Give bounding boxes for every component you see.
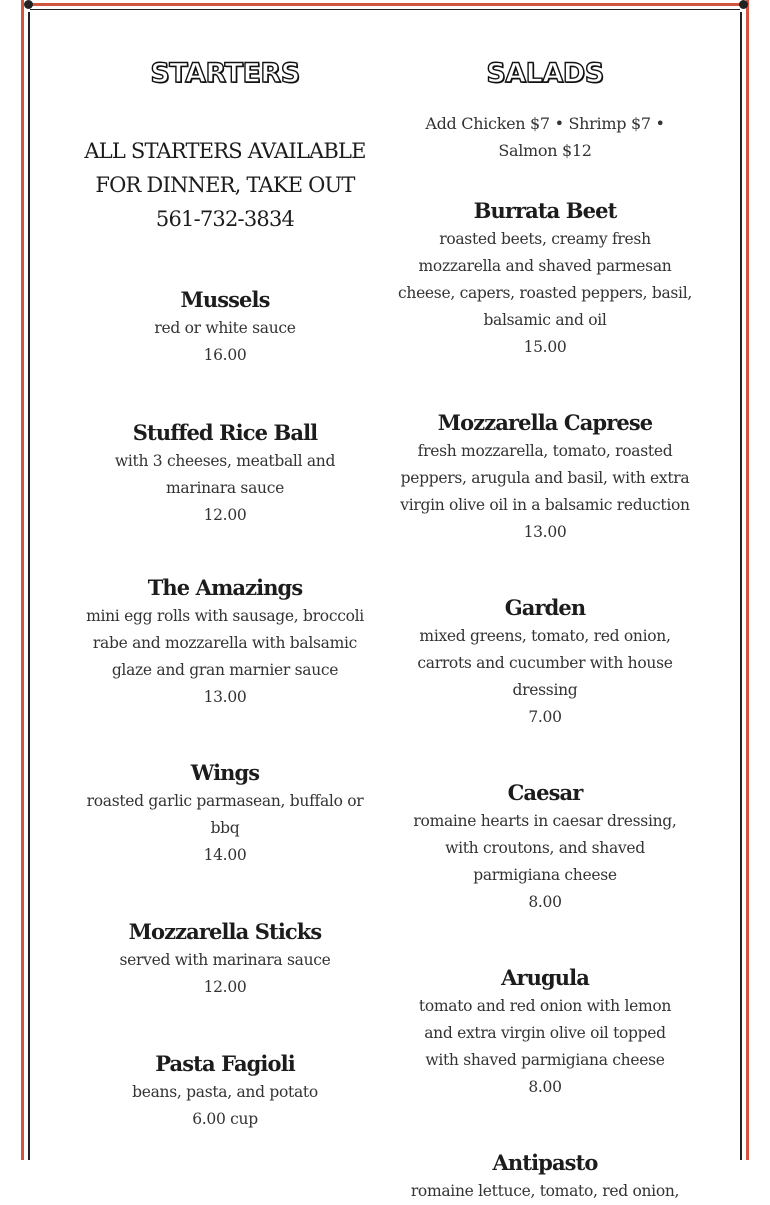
item-name: Garden — [504, 595, 586, 620]
item-price: 13.00 — [203, 688, 247, 706]
item-price: 8.00 — [528, 1078, 562, 1096]
item-name: Pasta Fagioli — [155, 1051, 295, 1076]
menu-item — [82, 917, 368, 1001]
corner-dot-right — [739, 0, 748, 9]
item-name: Mozzarella Caprese — [437, 410, 653, 435]
notice-line: ALL STARTERS AVAILABLE — [84, 139, 366, 163]
item-description: fresh mozzarella, tomato, roasted peppers, arugula and basil, with extra virgin olive oil in a balsamic reduction — [400, 442, 690, 514]
item-name: Antipasto — [492, 1150, 598, 1175]
right-border-black — [740, 12, 742, 1160]
menu-item — [398, 778, 692, 916]
item-price: 8.00 — [528, 893, 562, 911]
item-name: Arugula — [501, 965, 589, 990]
salads-column — [398, 56, 692, 1205]
starters-notice — [82, 134, 368, 236]
top-border-red — [30, 3, 740, 6]
starters-column — [82, 56, 368, 1133]
item-description: beans, pasta, and potato — [132, 1083, 318, 1101]
item-price: 12.00 — [203, 978, 247, 996]
item-price: 16.00 — [203, 346, 247, 364]
item-price: 12.00 — [203, 506, 247, 524]
left-border-black — [28, 12, 30, 1160]
phone-number[interactable]: 561-732-3834 — [155, 207, 295, 231]
item-description: roasted garlic parmasean, buffalo or bbq — [86, 792, 364, 837]
item-description: mixed greens, tomato, red onion, carrots and cucumber with house dressing — [417, 627, 673, 699]
item-name: Caesar — [507, 780, 583, 805]
item-description: with 3 cheeses, meatball and marinara sauce — [114, 452, 336, 497]
starters-title: STARTERS — [150, 58, 300, 89]
menu-item — [82, 285, 368, 369]
item-name: Stuffed Rice Ball — [132, 420, 318, 445]
item-name: Mussels — [180, 287, 270, 312]
item-name: Wings — [190, 760, 260, 785]
item-description: red or white sauce — [154, 319, 296, 337]
item-description: mini egg rolls with sausage, broccoli rabe and mozzarella with balsamic glaze and gran marnier sauce — [86, 607, 364, 679]
corner-dot-left — [24, 0, 33, 9]
notice-line: FOR DINNER, TAKE OUT — [95, 173, 355, 197]
menu-item — [398, 408, 692, 546]
item-price: 14.00 — [203, 846, 247, 864]
menu-item — [82, 418, 368, 529]
top-border-black — [30, 9, 740, 10]
salads-title: SALADS — [486, 58, 604, 89]
item-description: roasted beets, creamy fresh mozzarella and shaved parmesan cheese, capers, roasted peppers, basil, balsamic and oil — [398, 230, 693, 329]
menu-item — [82, 1049, 368, 1133]
menu-item — [82, 758, 368, 869]
menu-item — [398, 963, 692, 1101]
salad-addons: Add Chicken $7 • Shrimp $7 • Salmon $12 — [425, 114, 665, 160]
item-description: served with marinara sauce — [119, 951, 331, 969]
item-name: Mozzarella Sticks — [128, 919, 322, 944]
menu-item — [398, 196, 692, 361]
left-border-red — [21, 0, 24, 1160]
item-name: The Amazings — [147, 575, 303, 600]
item-description: romaine hearts in caesar dressing, with croutons, and shaved parmigiana cheese — [413, 812, 677, 884]
menu-item — [398, 593, 692, 731]
item-description: romaine lettuce, tomato, red onion, — [410, 1182, 680, 1200]
item-price: 13.00 — [523, 523, 567, 541]
item-description: tomato and red onion with lemon and extra virgin olive oil topped with shaved parmigiana cheese — [418, 997, 672, 1069]
menu-item — [82, 573, 368, 711]
item-name: Burrata Beet — [473, 198, 617, 223]
item-price: 7.00 — [528, 708, 562, 726]
item-price: 6.00 cup — [192, 1110, 258, 1128]
right-border-red — [746, 0, 749, 1160]
item-price: 15.00 — [523, 338, 567, 356]
menu-item — [398, 1148, 692, 1205]
